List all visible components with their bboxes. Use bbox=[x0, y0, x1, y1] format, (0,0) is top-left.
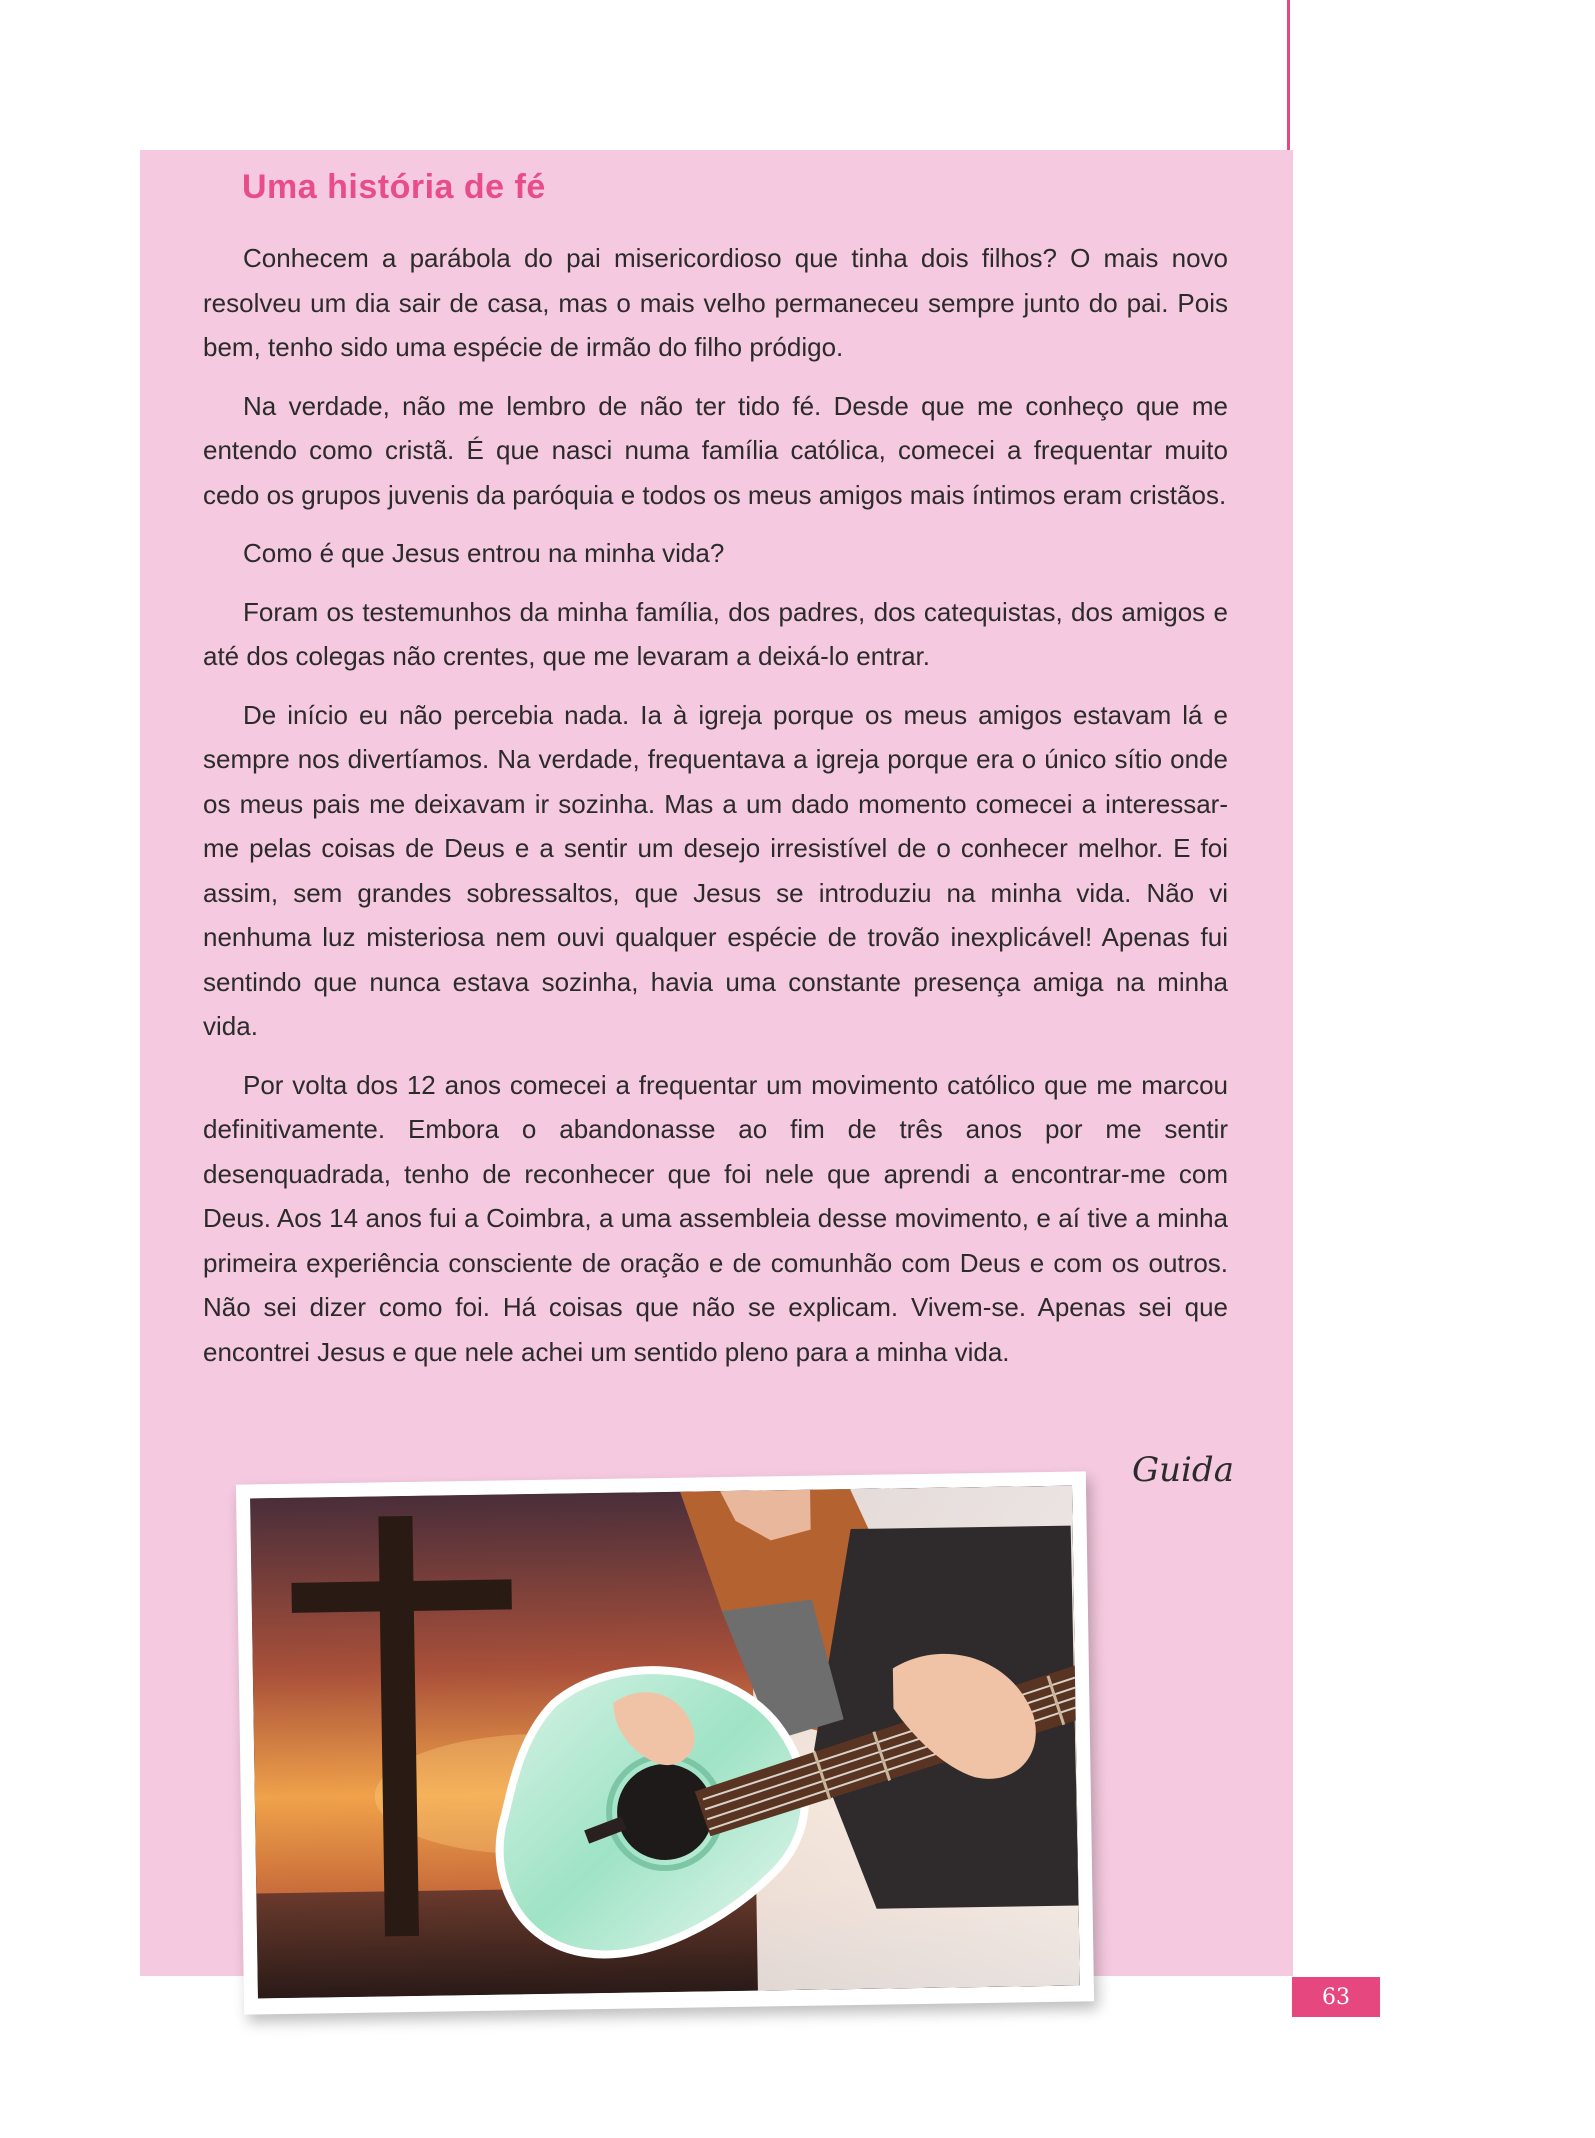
page-title: Uma história de fé bbox=[242, 168, 546, 206]
story-text bbox=[203, 236, 1228, 1388]
page-number: 63 bbox=[1292, 1977, 1380, 2017]
paragraph-3: Como é que Jesus entrou na minha vida? bbox=[243, 538, 725, 568]
photo-frame bbox=[236, 1471, 1094, 2014]
photo-cross-and-guitar bbox=[250, 1486, 1080, 1999]
paragraph-2: Na verdade, não me lembro de não ter tido fé. Desde que me conheço que me entendo como cristã. É que nasci numa família católica, comecei a frequentar muito cedo os grupos juvenis da paróquia e todos os meus amigos mais íntimos eram cristãos. bbox=[203, 390, 1228, 510]
right-margin-rule bbox=[1287, 0, 1290, 150]
author-signature: Guida bbox=[1132, 1450, 1234, 1490]
paragraph-1: Conhecem a parábola do pai misericordioso que tinha dois filhos? O mais novo resolveu um dia sair de casa, mas o mais velho permaneceu sempre junto do pai. Pois bem, tenho sido uma espécie de irmão do filho pródigo. bbox=[203, 243, 1228, 362]
paragraph-4: Foram os testemunhos da minha família, dos padres, dos catequistas, dos amigos e até dos colegas não crentes, que me levaram a deixá-lo entrar. bbox=[203, 596, 1228, 671]
paragraph-6: Por volta dos 12 anos comecei a frequentar um movimento católico que me marcou definitivamente. Embora o abandonasse ao fim de três anos por me sentir desenquadrada, tenho de reconhecer que foi nele que aprendi a encontrar-me com Deus. Aos 14 anos fui a Coimbra, a uma assembleia desse movimento, e aí tive a minha primeira experiência consciente de oração e de comunhão com Deus e com os outros. Não sei dizer como foi. Há coisas que não se explicam. Vivem-se. Apenas sei que encontrei Jesus e que nele achei um sentido pleno para a minha vida. bbox=[203, 1069, 1228, 1367]
paragraph-5: De início eu não percebia nada. Ia à igreja porque os meus amigos estavam lá e sempre nos divertíamos. Na verdade, frequentava a igreja porque era o único sítio onde os meus pais me deixavam ir sozinha. Mas a um dado momento comecei a interessar-me pelas coisas de Deus e a sentir um desejo irresistível de o conhecer melhor. E foi assim, sem grandes sobressaltos, que Jesus se introduziu na minha vida. Não vi nenhuma luz misteriosa nem ouvi qualquer espécie de trovão inexplicável! Apenas fui sentindo que nunca estava sozinha, havia uma constante presença amiga na minha vida. bbox=[203, 699, 1228, 1041]
